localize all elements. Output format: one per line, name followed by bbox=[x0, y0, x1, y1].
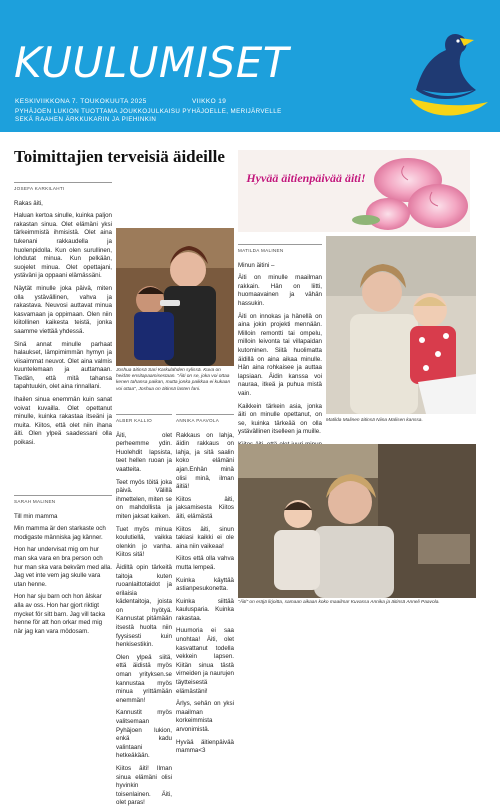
paragraph: Kuinka siittää kaulusparia. Kuinka rakastaa. bbox=[176, 597, 234, 622]
photo-illustration bbox=[326, 236, 476, 414]
paragraph: Äiti, olet perheemme ydin. Huolehdit lapsista, teet hellen ruoan ja vaatteita. bbox=[116, 431, 172, 473]
photo-caption: Matilda Malinen äitinsä Niina Malisen kanssa. bbox=[326, 418, 423, 423]
roses-illustration bbox=[238, 150, 470, 232]
paragraph: Tuet myös minua koulutiellä, vaikka olenkin jo vanha. Kiitos sitä! bbox=[116, 525, 172, 559]
paragraph: Kiitos äiti! Ilman sinua elämäni olisi hyvinkin toisenlainen. Äiti, olet paras! bbox=[116, 764, 172, 807]
subtitle-line-1: PYHÄJOEN LUKION TUOTTAMA JOUKKOJULKAISU PYHÄJOELLE, MERIJÄRVELLE bbox=[15, 108, 282, 115]
article-sarah bbox=[14, 495, 112, 640]
paragraph: Huumoria ei saa unohtaa! Äiti, olet kasvattanut todella vekkein lapsen. Kiitän sinua tästä virneiden ja naurujen täytteisestä elämästäni! bbox=[176, 627, 234, 695]
paragraph: Hon har undervisat mig om hur man ska vara en bra person och hur man ska vara bekväm med alla. Jag vet inte vem jag skulle vara utan henne. bbox=[14, 546, 113, 588]
paragraph: Kaikkein tärkein asia, jonka äiti on minulle opettanut, on se, kuinka tärkeää on olla ystävällinen itselleen ja muille. bbox=[238, 402, 322, 436]
subtitle-line-2: SEKÄ RAAHEN ÄRKKUKARIN JA PIEHINKIN bbox=[15, 116, 157, 123]
paragraph: Teet myös töitä joka päivä. Välillä ihmettelen, miten se on mahdollista ja miten jaksat kaiken. bbox=[116, 478, 172, 520]
publication-title: KUULUMISET bbox=[14, 38, 289, 87]
photo-mother-and-baby bbox=[326, 236, 476, 414]
byline: MATILDA MALINEN bbox=[238, 244, 322, 256]
paragraph: Ihailen sinua enemmän kuin sanat voivat kuvailla. Olet opettanut minulle, kuinka rakastaa itseäni ja muita. Kiitos, että olet niin ihana äiti. Olen ylpeä saadessani olla poikasi. bbox=[14, 396, 112, 447]
paragraph: Kiitos äiti, sinun takiasi kaikki ei ole aina niin vaikeaa! bbox=[176, 525, 234, 550]
byline: ALBER KALLIO bbox=[116, 414, 172, 426]
photo-caption: Joshua äitinsä Sari Karkulahden sylissä. Kuva on heidän ensitapaamisestaan. "Äiti on se, joka voi ottaa kenen tahansa paikan, mutta jonka paikkaa ei kukaan voi ottaa", Joshua on äitinsä lasten fani. bbox=[116, 368, 231, 392]
article-josefa bbox=[14, 182, 112, 452]
paragraph: Hon har sju barn och hon älskar alla av oss. Hon har gjort riktigt mycket för sitt barn. Jag vill tacka henne för att hon orkar med mig när jag kan vara mödosam. bbox=[14, 593, 106, 635]
article-alber bbox=[116, 414, 172, 812]
issue-week: VIIKKO 19 bbox=[192, 98, 227, 105]
masthead bbox=[0, 0, 500, 132]
paragraph: Haluan kertoa sinulle, kuinka paljon rakastan sinua. Olet elämäni yksi tärkeimmistä ihmisistä. Olet aina tukenani rakkaudella ja huolenpidolla. Kun olen surullinen, lohdutat minua. Kun pelkään, suojelet minua. Olet opettajani, ystäväni ja oppaani elämässäni. bbox=[14, 212, 112, 280]
paragraph: Sinä annat minulle parhaat halaukset, lämpimimmän hymyn ja viisaimmat neuvot. Olet aina valmis kuuntelemaan ja auttamaan. Tiedän, että mitä tahansa tapahtuukin, olet aina rinnallani. bbox=[14, 340, 112, 391]
paragraph: Minun äitini – bbox=[238, 261, 275, 269]
byline: SARAH MALINEN bbox=[14, 495, 112, 507]
headline: Toimittajien terveisiä äideille bbox=[14, 147, 225, 166]
paragraph: Rakkaus on lahja, äidin rakkaus on lahja, ja sitä saalin koko elämäni ajan.Enhän minä olisi minä, ilman äitiä! bbox=[176, 431, 234, 491]
paragraph: Rakas äiti, bbox=[14, 199, 43, 207]
byline: ANNIKA PAAVOLA bbox=[176, 414, 234, 426]
article-annika bbox=[176, 414, 234, 760]
paragraph: Olen ylpeä siitä, että äidistä myös oman yrityksen.se kannustaa myös minua yrittämään enemmän! bbox=[116, 653, 172, 704]
paragraph: Ärlys, sehän on yksi maailman korkeimmista arvonimistä. bbox=[176, 700, 234, 733]
paragraph: Äidiltä opin tärkeitä taitoja kuten ruoanlaittotaidot ja erilaisia kädentaitoja, joista on hyötyä. Kannustat pitämään itsestä huolta niin fyysisesti kuin henkisestikin. bbox=[116, 563, 172, 649]
photo-caption: "Äiti" on eräjä lirjoitta, samaan aikaan koko maailma! Kuvassa Annika ja äitinsä Anneli Paavola. bbox=[238, 600, 440, 605]
photo-illustration bbox=[116, 228, 234, 366]
paragraph: Äiti on innokas ja hänellä on aina jokin projekti mennään. Milloin remontti tai ompelu, milloin leivonta tai villapaidan kutominen. Siitä huolimatta äidillä on aina aikaa minulle. Hän aina rohkaisee ja auttaa lapsiaan. Äidin kanssa voi nauraa, itkeä ja puhua mistä vain. bbox=[238, 312, 322, 397]
photo-illustration bbox=[238, 444, 476, 598]
issue-date: KESKIVIIKKONA 7. TOUKOKUUTA 2025 bbox=[15, 98, 147, 105]
photo-annika-and-mother bbox=[238, 444, 476, 598]
byline: JOSEFA KARKILAHTI bbox=[14, 182, 112, 194]
paragraph: Kuinka käyttää astianpesukonetta. bbox=[176, 576, 234, 593]
paragraph: Min mamma är den starkaste och modigaste människa jag känner. bbox=[14, 525, 106, 541]
paragraph: Hyvää äitienpäivää mamma<3 bbox=[176, 738, 234, 755]
article-matilda bbox=[238, 244, 322, 462]
paragraph: Kannustit myös valitsemaan Pyhäjoen lukion, enkä kadu valintaani hetkeäkään. bbox=[116, 709, 172, 760]
greeting-card-image bbox=[238, 150, 470, 232]
paragraph: Kiitos että olla vahva mutta lempeä. bbox=[176, 555, 234, 571]
paragraph: Äiti on minulle maailman rakkain. Hän on liitti, huomaavainen ja vähän hassukin. bbox=[238, 274, 322, 307]
photo-mother-and-son bbox=[116, 228, 234, 366]
paragraph: Kiitos äiti, jaksamisesta Kiitos äiti, elämästä bbox=[176, 495, 234, 520]
paragraph: Näytät minulle joka päivä, miten olla ystävällinen, vahva ja rakastava. Neuvosi auttavat minua kasvamaan ja oppimaan. Olen niin kiitollinen kaikesta teistä, jonka saamme viettää yhdessä. bbox=[14, 284, 112, 335]
bird-logo-icon bbox=[402, 28, 494, 128]
publication-subtitle bbox=[15, 108, 285, 124]
greeting-text: Hyvää äitienpäivää äiti! bbox=[246, 171, 366, 185]
paragraph: Till min mamma bbox=[14, 512, 58, 520]
